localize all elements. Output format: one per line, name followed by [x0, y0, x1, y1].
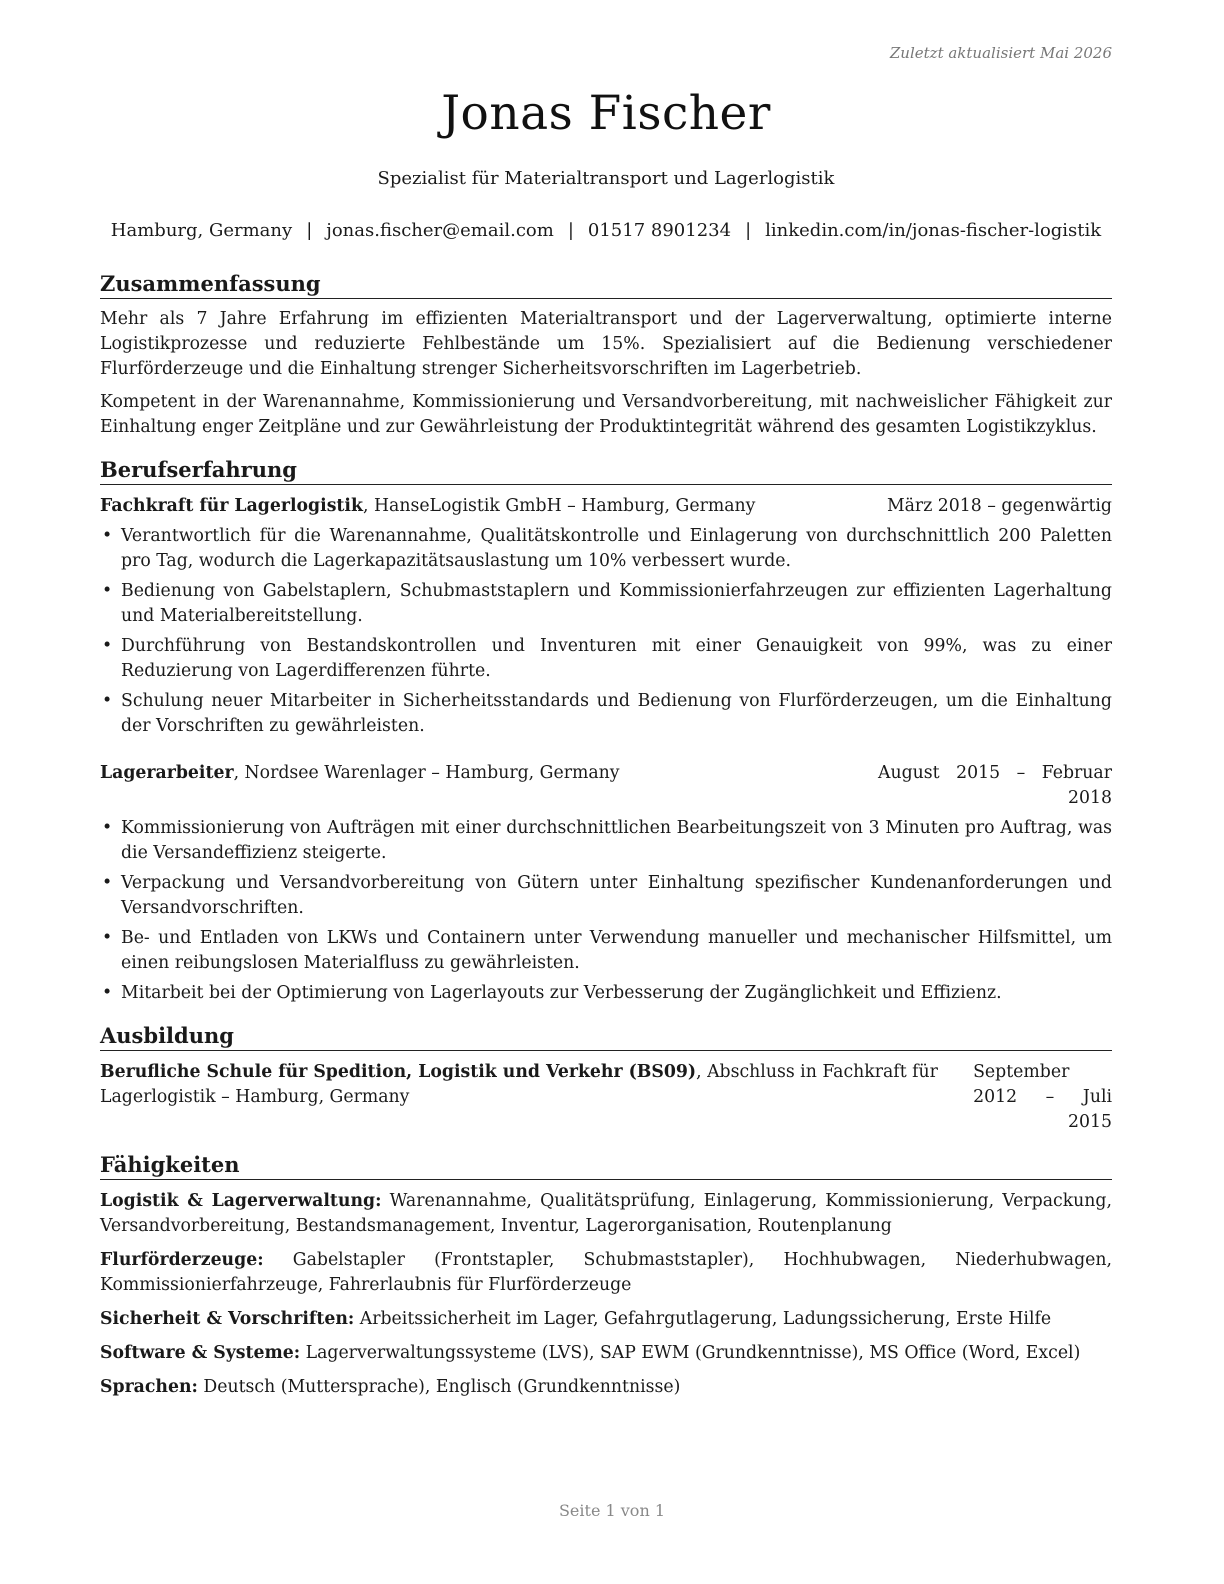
job-header: [100, 494, 1112, 519]
job-bullets: [100, 816, 1112, 1006]
list-item: [100, 981, 1112, 1006]
page-number: Seite 1 von 1: [558, 1501, 666, 1520]
skill-text: Deutsch (Muttersprache), Englisch (Grundkenntnisse): [197, 1377, 681, 1397]
list-item: [100, 579, 1112, 629]
contact-email[interactable]: jonas.fischer@email.com: [326, 220, 554, 241]
bullet-text: Bedienung von Gabelstaplern, Schubmaststaplern und Kommissionierfahrzeugen zur effizienten Lagerhaltung und Materialbereitstellung.: [121, 581, 1112, 626]
education-school: Berufliche Schule für Spedition, Logistik und Verkehr (BS09): [100, 1062, 697, 1082]
bullet-text: Verpackung und Versandvorbereitung von Gütern unter Einhaltung spezifischer Kundenanforderungen und Versandvorschriften.: [121, 873, 1112, 918]
bullet-icon: •: [102, 818, 113, 838]
job-dates: August 2015 – Februar 2018: [878, 763, 1112, 808]
job-header: [100, 761, 1112, 811]
bullet-text: Durchführung von Bestandskontrollen und Inventuren mit einer Genauigkeit von 99%, was zu einer Reduzierung von Lagerdifferenzen führte.: [121, 636, 1112, 681]
bullet-icon: •: [102, 691, 113, 711]
education-section: [100, 1022, 1112, 1135]
bullet-icon: •: [102, 636, 113, 656]
experience-section: [100, 456, 1112, 1006]
skill-text: Arbeitssicherheit im Lager, Gefahrgutlagerung, Ladungssicherung, Erste Hilfe: [354, 1309, 1052, 1329]
education-dates: September 2012 – Juli 2015: [973, 1062, 1112, 1132]
list-item: [100, 524, 1112, 574]
bullet-text: Be- und Entladen von LKWs und Containern unter Verwendung manueller und mechanischer Hilfsmittel, um einen reibungslosen Materialfluss zu gewährleisten.: [121, 928, 1112, 973]
job-bullets: [100, 524, 1112, 739]
bullet-text: Schulung neuer Mitarbeiter in Sicherheitsstandards und Bedienung von Flurförderzeugen, um die Einhaltung der Vorschriften zu gewährleisten.: [121, 691, 1112, 736]
skill-text: Lagerverwaltungssysteme (LVS), SAP EWM (Grundkenntnisse), MS Office (Word, Excel): [300, 1343, 1081, 1363]
summary-paragraph: Kompetent in der Warenannahme, Kommissionierung und Versandvorbereitung, mit nachweislicher Fähigkeit zur Einhaltung enger Zeitpläne und zur Gewährleistung der Produktintegrität während des gesamten Logistikzyklus.: [100, 392, 1112, 437]
job-entry: [100, 761, 1112, 1006]
candidate-name: Jonas Fischer: [441, 86, 771, 141]
skill-label: Sicherheit & Vorschriften:: [100, 1309, 355, 1329]
job-entry: [100, 494, 1112, 739]
bullet-icon: •: [102, 928, 113, 948]
list-item: [100, 816, 1112, 866]
skill-row: [100, 1248, 1112, 1298]
skill-label: Sprachen:: [100, 1377, 198, 1397]
contact-location: Hamburg, Germany: [110, 220, 293, 241]
summary-paragraph: Mehr als 7 Jahre Erfahrung im effizienten Materialtransport und der Lagerverwaltung, optimierte interne Logistikprozesse und reduzierte Fehlbestände um 15%. Spezialisiert auf die Bedienung verschiedener Flurförderzeuge und die Einhaltung strenger Sicherheitsvorschriften im Lagerbetrieb.: [100, 309, 1112, 379]
job-title: Lagerarbeiter: [100, 763, 234, 783]
section-heading-summary: Zusammenfassung: [100, 270, 1112, 299]
skill-row: [100, 1189, 1112, 1239]
job-dates: März 2018 – gegenwärtig: [886, 496, 1112, 516]
contact-linkedin[interactable]: linkedin.com/in/jonas-fischer-logistik: [765, 220, 1102, 241]
section-heading-education: Ausbildung: [100, 1022, 1112, 1051]
list-item: [100, 689, 1112, 739]
contact-phone: 01517 8901234: [587, 220, 732, 241]
skill-row: [100, 1341, 1112, 1366]
bullet-text: Kommissionierung von Aufträgen mit einer durchschnittlichen Bearbeitungszeit von 3 Minuten pro Auftrag, was die Versandeffizienz steigerte.: [121, 818, 1112, 863]
skill-label: Flurförderzeuge:: [100, 1250, 264, 1270]
education-degree: , Abschluss in Fachkraft für Lagerlogistik – Hamburg, Germany: [100, 1062, 938, 1107]
list-item: [100, 871, 1112, 921]
bullet-text: Verantwortlich für die Warenannahme, Qualitätskontrolle und Einlagerung von durchschnittlich 200 Paletten pro Tag, wodurch die Lagerkapazitätsauslastung um 10% verbessert wurde.: [121, 526, 1112, 571]
contact-separator: |: [745, 220, 752, 241]
job-company: , Nordsee Warenlager – Hamburg, Germany: [233, 763, 620, 783]
bullet-icon: •: [102, 526, 113, 546]
job-company: , HanseLogistik GmbH – Hamburg, Germany: [362, 496, 756, 516]
last-updated: Zuletzt aktualisiert Mai 2026: [889, 44, 1112, 62]
candidate-subtitle: Spezialist für Materialtransport und Lagerlogistik: [377, 168, 835, 189]
bullet-text: Mitarbeit bei der Optimierung von Lagerlayouts zur Verbesserung der Zugänglichkeit und Effizienz.: [121, 983, 1002, 1003]
bullet-icon: •: [102, 581, 113, 601]
summary-section: [100, 270, 1112, 440]
skill-label: Software & Systeme:: [100, 1343, 301, 1363]
skill-row: [100, 1375, 1112, 1400]
list-item: [100, 926, 1112, 976]
job-title: Fachkraft für Lagerlogistik: [100, 496, 363, 516]
education-entry: [100, 1060, 1112, 1135]
skill-label: Logistik & Lagerverwaltung:: [100, 1191, 382, 1211]
skills-section: [100, 1151, 1112, 1400]
section-heading-experience: Berufserfahrung: [100, 456, 1112, 485]
bullet-icon: •: [102, 873, 113, 893]
skill-row: [100, 1307, 1112, 1332]
section-heading-skills: Fähigkeiten: [100, 1151, 1112, 1180]
resume-content: [100, 270, 1112, 1408]
contact-line: [90, 220, 1122, 241]
skill-text: Warenannahme, Qualitätsprüfung, Einlagerung, Kommissionierung, Verpackung, Versandvorbereitung, Bestandsmanagement, Inventur, Lagerorganisation, Routenplanung: [100, 1191, 1112, 1236]
resume-page: [100, 0, 1112, 1584]
contact-separator: |: [567, 220, 574, 241]
skill-text: Gabelstapler (Frontstapler, Schubmaststapler), Hochhubwagen, Niederhubwagen, Kommissionierfahrzeuge, Fahrerlaubnis für Flurförderzeuge: [100, 1250, 1112, 1295]
bullet-icon: •: [102, 983, 113, 1003]
list-item: [100, 634, 1112, 684]
contact-separator: |: [306, 220, 313, 241]
